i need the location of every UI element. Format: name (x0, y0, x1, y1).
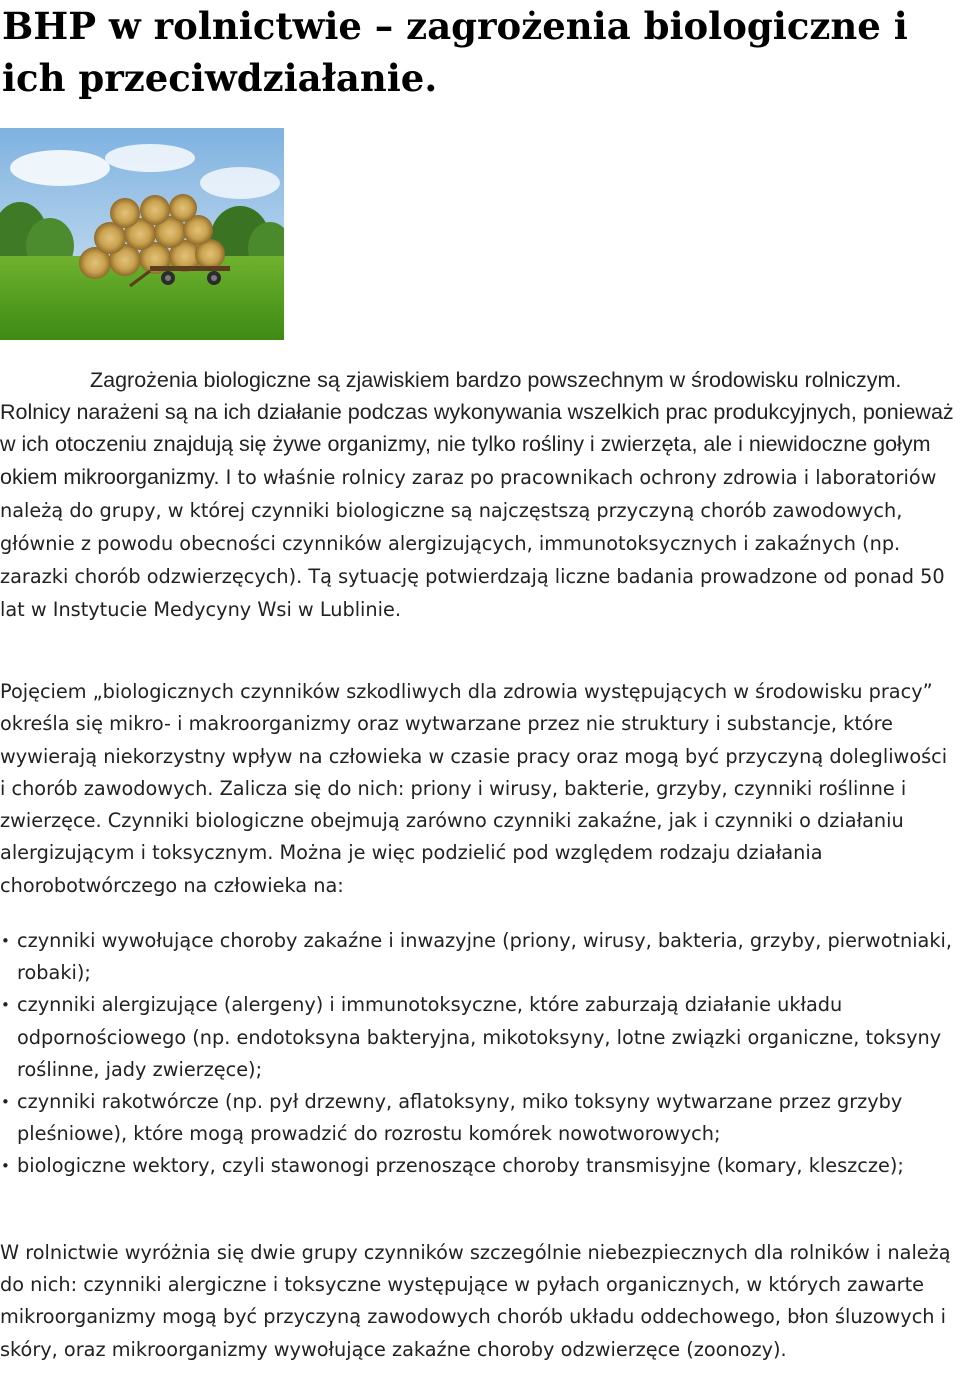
factors-list (0, 925, 958, 1183)
definition-paragraph: Pojęciem „biologicznych czynników szkodliwych dla zdrowia występujących w środowisku pracy” określa się mikro- i makroorganizmy oraz wytwarzane przez nie struktury i substancje, które wywierają niekorzystny wpływ na człowieka w czasie pracy oraz mogą być przyczyną dolegliwości i chorób zawodowych. Zalicza się do nich: priony i wirusy, bakterie, grzyby, czynniki roślinne i zwierzęce. Czynniki biologiczne obejmują zarówno czynniki zakaźne, jak i czynniki o działaniu alergizującym i toksycznym. Można je więc podzielić pod względem rodzaju działania chorobotwórczego na człowieka na: (0, 680, 948, 897)
list-item-text: biologiczne wektory, czyli stawonogi przenoszące choroby transmisyjne (komary, kleszcze); (17, 1154, 904, 1178)
hay-bales-on-field-icon (0, 128, 284, 340)
list-item-text: czynniki wywołujące choroby zakaźne i inwazyjne (priony, wirusy, bakteria, grzyby, pierwotniaki, robaki); (17, 929, 953, 985)
page-title: BHP w rolnictwie – zagrożenia biologiczne i ich przeciwdziałanie. (2, 4, 908, 100)
intro-paragraph (0, 364, 956, 627)
bullet-icon: • (1, 996, 10, 1015)
list-item (0, 989, 958, 1086)
list-item (0, 1086, 958, 1150)
hay-bales-field-image (0, 128, 284, 340)
bullet-icon: • (1, 1157, 10, 1176)
intro-text-part1: Zagrożenia biologiczne są zjawiskiem bardzo powszechnym w środowisku rolniczym. Rolnicy narażeni są na ich działanie podczas wykonywania wszelkich prac produkcyjnych, ponieważ w ich otoczeniu znajdują się żywe organizmy, nie tylko rośliny i zwierzęta, ale i niewidoczne gołym okiem mikroorganizmy. (0, 368, 954, 489)
list-item (0, 925, 958, 989)
bullet-icon: • (1, 932, 10, 950)
closing-paragraph: W rolnictwie wyróżnia się dwie grupy czynników szczególnie niebezpiecznych dla rolników i należą do nich: czynniki alergiczne i toksyczne występujące w pyłach organicznych, w których zawarte mikroorganizmy mogą być przyczyną zawodowych chorób układu oddechowego, błon śluzowych i skóry, oraz mikroorganizmy wywołujące zakaźne choroby odzwierzęce (zoonozy). (0, 1241, 951, 1361)
list-item-text: czynniki rakotwórcze (np. pył drzewny, aflatoksyny, miko toksyny wytwarzane przez grzyby pleśniowe), które mogą prowadzić do rozrostu komórek nowotworowych; (17, 1090, 903, 1146)
list-item-text: czynniki alergizujące (alergeny) i immunotoksyczne, które zaburzają działanie układu odpornościowego (np. endotoksyna bakteryjna, mikotoksyny, lotne związki organiczne, toksyny roślinne, jady zwierzęce); (17, 993, 942, 1081)
list-item (0, 1150, 958, 1182)
intro-text-part2: I to właśnie rolnicy zaraz po pracownikach ochrony zdrowia i laboratoriów należą do grupy, w której czynniki biologiczne są najczęstszą przyczyną chorób zawodowych, głównie z powodu obecności czynników alergizujących, immunotoksycznych i zakaźnych (np. zarazki chorób odzwierzęcych). Tą sytuację potwierdzają liczne badania prowadzone od ponad 50 lat w Instytucie Medycyny Wsi w Lublinie. (0, 465, 945, 622)
bullet-icon: • (1, 1093, 10, 1112)
